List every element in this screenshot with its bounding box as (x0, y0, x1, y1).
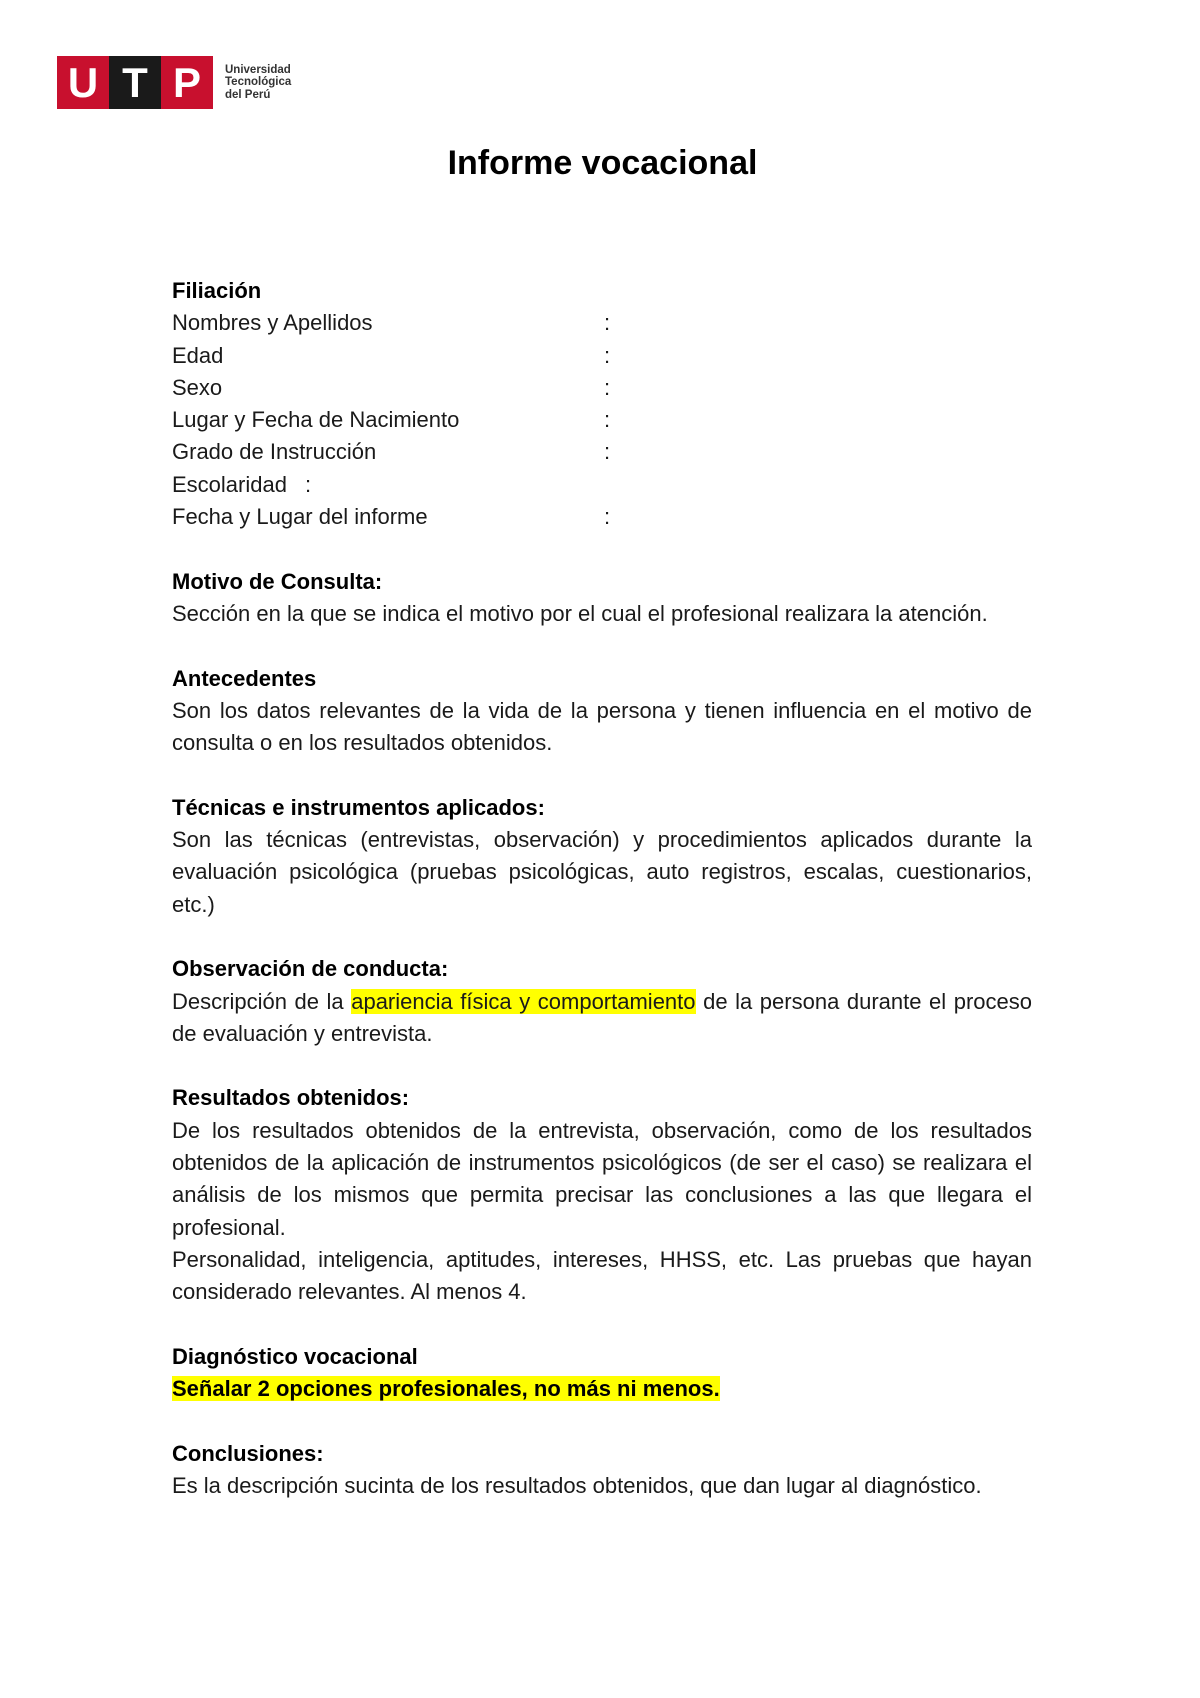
field-label: Fecha y Lugar del informe (172, 504, 428, 530)
spacer (172, 533, 1032, 565)
spacer (172, 1050, 1032, 1082)
field-colon: : (604, 374, 611, 400)
field-colon: : (604, 407, 611, 433)
text-segment: Descripción de la (172, 988, 352, 1014)
field-row-escolaridad (172, 469, 1032, 501)
spacer (172, 1309, 1032, 1341)
section-heading: Antecedentes (172, 665, 317, 691)
logo-wordmark (225, 56, 291, 109)
field-label: Grado de Instrucción (172, 439, 377, 465)
section-filiacion (172, 275, 1032, 533)
section-text: Es la descripción sucinta de los resultados obtenidos, que dan lugar al diagnóstico. (172, 1472, 982, 1498)
spacer (172, 759, 1032, 791)
spacer (172, 630, 1032, 662)
utp-logo (57, 56, 291, 109)
field-label: Escolaridad (172, 471, 287, 497)
text-segment: de la persona durante el proceso de evaluación y entrevista. (172, 988, 1032, 1046)
field-row-sexo (172, 372, 1032, 404)
field-colon: : (604, 342, 611, 368)
field-label: Lugar y Fecha de Nacimiento (172, 407, 460, 433)
field-colon: : (604, 310, 611, 336)
section-text: Son las técnicas (entrevistas, observación) y procedimientos aplicados durante la evaluación psicológica (pruebas psicológicas, auto registros, escalas, cuestionarios, etc.) (172, 827, 1032, 917)
field-row-edad (172, 340, 1032, 372)
field-row-instruccion (172, 436, 1032, 468)
section-conclusiones (172, 1438, 1032, 1503)
logo-letter-p: P (161, 56, 213, 109)
field-label: Nombres y Apellidos (172, 310, 373, 336)
section-text: Personalidad, inteligencia, aptitudes, intereses, HHSS, etc. Las pruebas que hayan considerado relevantes. Al menos 4. (172, 1246, 1032, 1305)
section-tecnicas (172, 792, 1032, 921)
section-heading: Filiación (172, 278, 262, 303)
section-resultados (172, 1082, 1032, 1308)
section-text: De los resultados obtenidos de la entrevista, observación, como de los resultados obtenidos de la aplicación de instrumentos psicológicos (de ser el caso) se realizara el análisis de los mismos que permita precisar las conclusiones a las que llegara el profesional. (172, 1117, 1032, 1240)
spacer (172, 921, 1032, 953)
logo-letter-u: U (57, 56, 109, 109)
field-colon: : (604, 504, 611, 530)
logo-line-2: Tecnológica (225, 76, 292, 89)
highlighted-text: Señalar 2 opciones profesionales, no más ni menos. (172, 1376, 720, 1402)
field-label: Sexo (172, 374, 223, 400)
document-body (172, 275, 1032, 1502)
field-label: Edad (172, 342, 224, 368)
section-observacion (172, 953, 1032, 1050)
field-colon: : (304, 471, 312, 497)
section-text (172, 1373, 1032, 1405)
section-heading: Conclusiones: (172, 1440, 324, 1466)
logo-line-1: Universidad (225, 63, 291, 76)
section-heading: Técnicas e instrumentos aplicados: (172, 794, 545, 820)
document-title: Informe vocacional (447, 144, 758, 182)
field-row-nombres (172, 307, 1032, 339)
section-text (172, 986, 1032, 1051)
section-text: Son los datos relevantes de la vida de la persona y tienen influencia en el motivo de consulta o en los resultados obtenidos. (172, 697, 1032, 756)
logo-line-3: del Perú (225, 88, 271, 101)
section-heading: Observación de conducta: (172, 956, 449, 982)
spacer (172, 1405, 1032, 1437)
logo-letter-t: T (109, 56, 161, 109)
field-row-fecha-informe (172, 501, 1032, 533)
section-heading: Motivo de Consulta: (172, 568, 383, 594)
section-heading: Resultados obtenidos: (172, 1085, 410, 1111)
section-text: Sección en la que se indica el motivo por el cual el profesional realizara la atención. (172, 600, 988, 626)
section-heading: Diagnóstico vocacional (172, 1343, 418, 1369)
highlighted-text: apariencia física y comportamiento (351, 988, 696, 1014)
section-antecedentes (172, 663, 1032, 760)
field-row-nacimiento (172, 404, 1032, 436)
section-diagnostico (172, 1341, 1032, 1406)
field-colon: : (604, 439, 611, 465)
section-motivo (172, 566, 1032, 631)
